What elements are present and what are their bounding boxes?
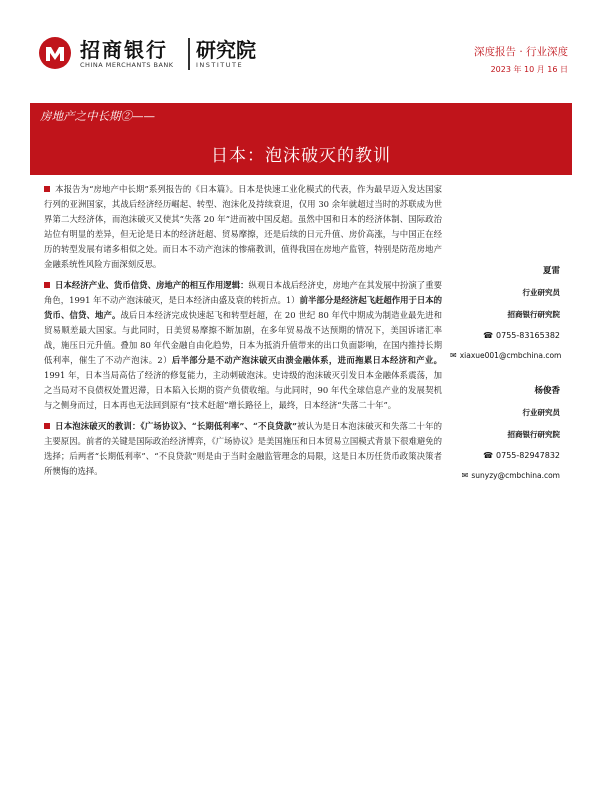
report-title: 日本：泡沫破灭的教训 <box>211 146 391 166</box>
summary-paragraph-logic: 日本经济产业、货币信贷、房地产的相互作用逻辑：纵观日本战后经济史，房地产在其发展中扮演了重要角色，1991 年不动产泡沫破灭，是日本经济由盛及衰的转折点。1）前半部分是经济起飞赶超作用于日本的货币、信贷、地产。战后日本经济完成快速起飞和转型赶超，在 20 世纪 80 年代中期成为制造业最先进和贸易顺差最大国家。与此同时，日美贸易摩擦不断加剧，在多年贸易战不达预期的情况下，美国诉诸汇率战，施压日元升值。叠加 80 年代金融自由化趋势，日本为抵消升值带来的出口负面影响，在国内推持长期低利率，催生了不动产泡沫。2）后半部分是不动产泡沫破灭由溃金融体系，进而拖累日本经济和产业。1991 年，日本当局高估了经济的修复能力，主动刺破泡沫。史诗级的泡沫破灭引发日本金融体系震荡，加之当局对不良债权处置迟滞，日本陷入长期的资产负债收缩。与此同时，90 年代全球信息产业的发展契机与之侧身而过，日本再也无法回到原有“技术赶超”增长路径上，最终，日本经济“失落二十年”。 <box>44 280 443 410</box>
bank-name-cn: 招商银行 <box>80 38 168 62</box>
phone-icon: ☎ <box>483 331 494 340</box>
institute-name-en: INSTITUTE <box>196 61 244 69</box>
series-label: 房地产之中长期②—— <box>40 109 155 123</box>
analyst-card <box>450 380 560 486</box>
logo-divider <box>188 38 190 70</box>
mail-icon: ✉ <box>450 351 457 360</box>
bank-name-en: CHINA MERCHANTS BANK <box>80 61 174 69</box>
report-date: 2023 年 10 月 16 日 <box>490 65 568 74</box>
analyst-org: 招商银行研究院 <box>507 430 560 439</box>
analyst-title: 行业研究员 <box>522 288 560 297</box>
mail-icon: ✉ <box>461 471 469 480</box>
analyst-email[interactable]: ✉ xiaxue001@cmbchina.com <box>450 346 560 366</box>
analyst-phone: ☎ 0755-83165382 <box>450 326 560 346</box>
analyst-name: 杨俊香 <box>534 386 560 396</box>
title-banner <box>30 103 572 175</box>
bullet-icon <box>44 282 50 288</box>
institute-name-cn: 研究院 <box>196 38 256 62</box>
analyst-title: 行业研究员 <box>522 408 560 417</box>
bullet-icon <box>44 186 50 192</box>
summary-paragraph-lessons: 日本泡沫破灭的教训：《广场协议》、“长期低利率”、“不良贷款”被认为是日本泡沫破灭和失落二十年的主要原因。前者的关键是国际政治经济博弈，《广场协议》是美国施压和日本贸易立国模式背景下很难避免的选择；后两者“长期低利率”、“不良贷款”则是由于当时金融监管理念的局限，这是日本历任货币政策决策者所懊悔的选择。 <box>44 421 442 476</box>
report-type: 深度报告 · 行业深度 <box>473 46 568 58</box>
summary-paragraph-intro: 本报告为“房地产中长期”系列报告的《日本篇》。日本是快速工业化模式的代表，作为最早迈入发达国家行列的亚洲国家，其战后经济经历崛起、转型、泡沫化及持续衰退，仅用 30 余年就超过当时的苏联成为世界第二大经济体，而泡沫破灭又使其“失落 20 年”进而被中国反超。虽然中国和日本的经济体制、国际政治站位有明显的差异，但无论是日本的经济赶超、贸易摩擦，还是后续的日元升值、房价高涨，与中国正在经历的转型发展有诸多相似之处。而日本不动产泡沫的惨痛教训，值得我国在房地产监管，特别是防范房地产金融系统性风险方面深刻反思。 <box>44 184 442 269</box>
phone-icon: ☎ <box>483 451 494 460</box>
report-header <box>38 32 568 80</box>
analyst-email[interactable]: ✉ sunyzy@cmbchina.com <box>450 466 560 486</box>
analyst-phone: ☎ 0755-82947832 <box>450 446 560 466</box>
bullet-icon <box>44 423 50 429</box>
analyst-card <box>450 260 560 366</box>
analyst-org: 招商银行研究院 <box>507 310 560 319</box>
report-summary <box>44 182 442 485</box>
cmb-logo-icon <box>38 36 72 70</box>
analyst-name: 夏雷 <box>542 266 560 276</box>
